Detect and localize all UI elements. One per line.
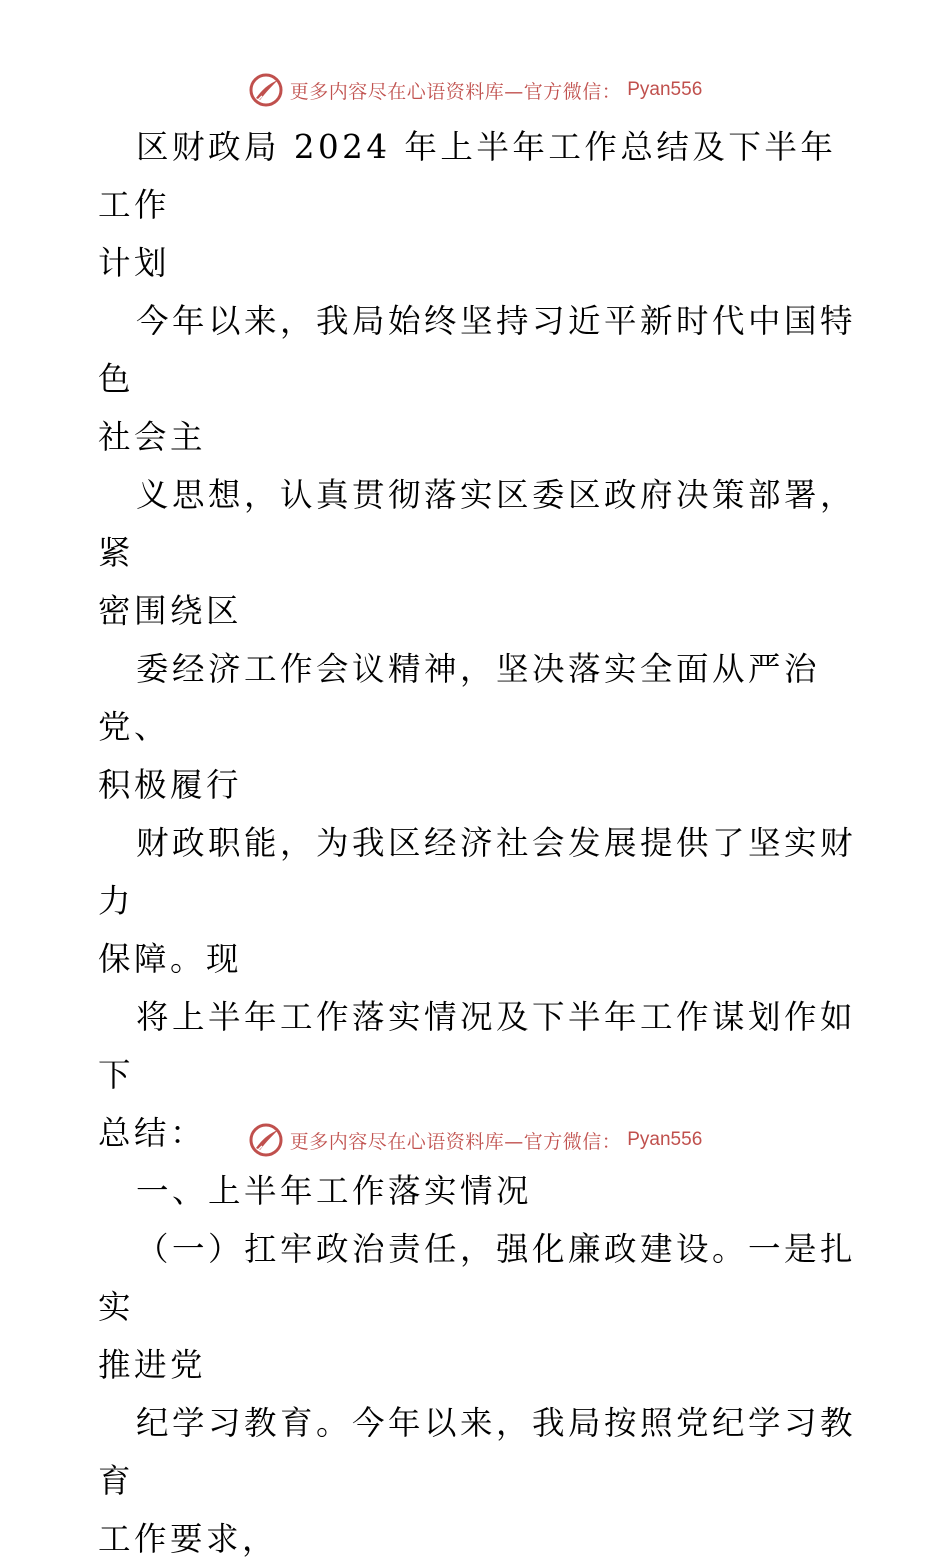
paragraph	[98, 1220, 858, 1394]
paragraph-line: 保障。现	[98, 940, 243, 978]
paragraph-line: 委经济工作会议精神，坚决落实全面从严治党、	[98, 650, 821, 746]
quill-logo-icon	[248, 72, 284, 108]
paragraph-line: 财政职能，为我区经济社会发展提供了坚实财力	[98, 824, 857, 920]
paragraph-line: 工作要求，	[98, 1520, 279, 1558]
document-title	[98, 118, 858, 292]
watermark-wechat-id: Pyan556	[627, 79, 703, 100]
paragraph-line: 区财政局 2024 年上半年工作总结及下半年工作	[98, 128, 837, 224]
watermark-text: 更多内容尽在心语资料库—官方微信：	[289, 1130, 622, 1153]
paragraph-line: 社会主	[98, 418, 207, 456]
document-body	[98, 118, 858, 1568]
paragraph-line: 积极履行	[98, 766, 243, 804]
paragraph-line: 纪学习教育。今年以来，我局按照党纪学习教育	[98, 1404, 857, 1500]
paragraph	[98, 1394, 858, 1568]
paragraph-line: 总结：	[98, 1114, 207, 1152]
header-watermark	[0, 70, 950, 110]
paragraph-line: 密围绕区	[98, 592, 243, 630]
section-heading	[98, 1162, 858, 1220]
paragraph-line: 推进党	[98, 1346, 207, 1384]
paragraph	[98, 292, 858, 466]
paragraph-line: 今年以来，我局始终坚持习近平新时代中国特色	[98, 302, 857, 398]
footer-watermark	[0, 1120, 950, 1160]
paragraph	[98, 466, 858, 640]
paragraph	[98, 814, 858, 988]
paragraph	[98, 640, 858, 814]
paragraph-line: 一、上半年工作落实情况	[136, 1172, 533, 1210]
quill-logo-icon	[248, 1122, 284, 1158]
paragraph-line: 义思想，认真贯彻落实区委区政府决策部署，紧	[98, 476, 857, 572]
paragraph-line: 将上半年工作落实情况及下半年工作谋划作如下	[98, 998, 857, 1094]
paragraph-line: 计划	[98, 244, 171, 282]
watermark-wechat-id: Pyan556	[627, 1129, 703, 1150]
paragraph-line: （一）扛牢政治责任，强化廉政建设。一是扎实	[98, 1230, 857, 1326]
watermark-text: 更多内容尽在心语资料库—官方微信：	[289, 80, 622, 103]
